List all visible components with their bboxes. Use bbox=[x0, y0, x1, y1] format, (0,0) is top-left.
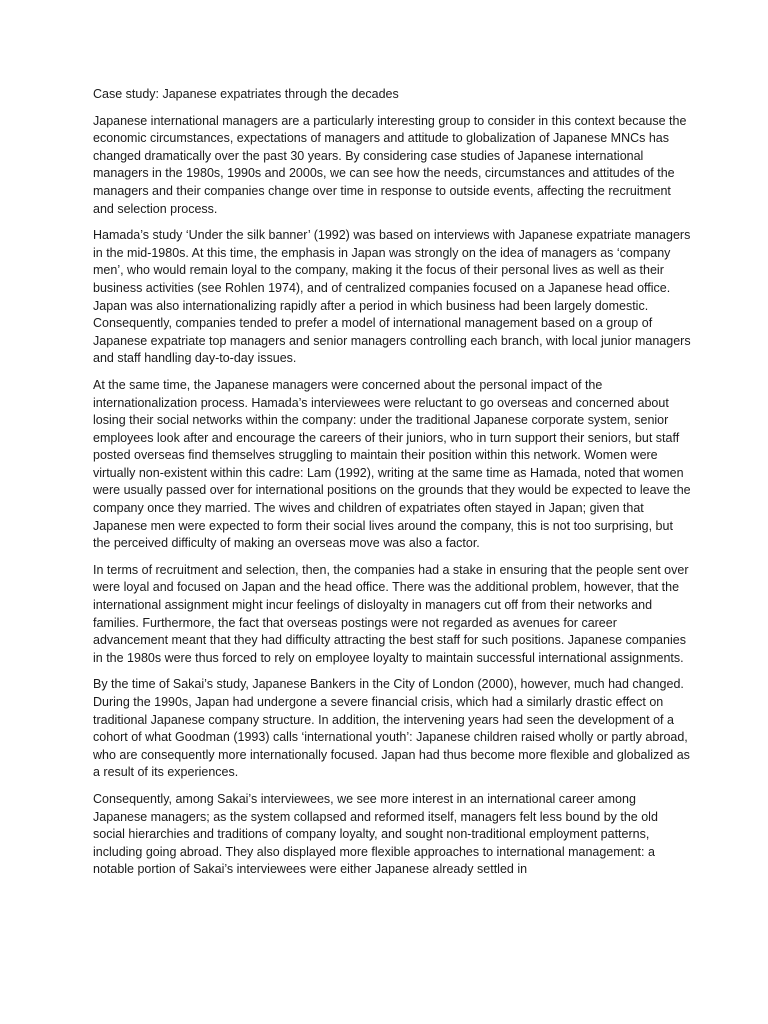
paragraph-5: By the time of Sakai’s study, Japanese Bankers in the City of London (2000), however, much had changed. During the 1990s, Japan had undergone a severe financial crisis, which had a similarly drastic effect on traditional Japanese company structure. In addition, the intervening years had seen the development of a cohort of what Goodman (1993) calls ‘international youth’: Japanese children raised wholly or partly abroad, who are consequently more internationally focused. Japan had thus become more flexible and globalized as a result of its experiences. bbox=[93, 677, 690, 780]
document-title: Case study: Japanese expatriates through the decades bbox=[93, 87, 399, 101]
paragraph-6: Consequently, among Sakai’s interviewees, we see more interest in an international career among Japanese managers; as the system collapsed and reformed itself, managers felt less bound by the old social hierarchies and traditions of company loyalty, and sought non-traditional employment patterns, including going abroad. They also displayed more flexible approaches to international management: a notable portion of Sakai’s interviewees were either Japanese already settled in bbox=[93, 791, 658, 877]
paragraph-2: Hamada’s study ‘Under the silk banner’ (1992) was based on interviews with Japanese expatriate managers in the mid-1980s. At this time, the emphasis in Japan was strongly on the idea of managers as ‘company men’, who would remain loyal to the company, making it the focus of their personal lives as well as their business activities (see Rohlen 1974), and of centralized companies focused on a Japanese head office. Japan was also internationalizing rapidly after a period in which business had been largely domestic. Consequently, companies tended to prefer a model of international management based on a group of Japanese expatriate top managers and senior managers controlling each branch, with local junior managers and staff handling day-to-day issues. bbox=[93, 228, 691, 366]
paragraph-4: In terms of recruitment and selection, then, the companies had a stake in ensuring that the people sent over were loyal and focused on Japan and the head office. There was the additional problem, however, that the international assignment might incur feelings of disloyalty in managers cut off from their networks and families. Furthermore, the fact that overseas postings were not regarded as avenues for career advancement meant that they had difficulty attracting the best staff for such positions. Japanese companies in the 1980s were thus forced to rely on employee loyalty to maintain successful international assignments. bbox=[93, 562, 689, 665]
paragraph-1: Japanese international managers are a particularly interesting group to consider in this context because the economic circumstances, expectations of managers and attitude to globalization of Japanese MNCs has changed dramatically over the past 30 years. By considering case studies of Japanese international managers in the 1980s, 1990s and 2000s, we can see how the needs, circumstances and attitudes of the managers and their companies change over time in response to outside events, affecting the recruitment and selection process. bbox=[93, 113, 687, 216]
paragraph-3: At the same time, the Japanese managers were concerned about the personal impact of the internationalization process. Hamada’s interviewees were reluctant to go overseas and concerned about losing their social networks within the company: under the traditional Japanese corporate system, senior employees look after and encourage the careers of their juniors, who in turn support their seniors, but staff posted overseas find themselves struggling to maintain their position within this network. Women were virtually non-existent within this cadre: Lam (1992), writing at the same time as Hamada, noted that women were usually passed over for international positions on the grounds that they would be expected to leave the company once they married. The wives and children of expatriates often stayed in Japan; given that Japanese men were expected to form their social lives around the company, this is not too surprising, but the perceived difficulty of making an overseas move was also a factor. bbox=[93, 377, 691, 551]
document-page bbox=[93, 86, 693, 888]
